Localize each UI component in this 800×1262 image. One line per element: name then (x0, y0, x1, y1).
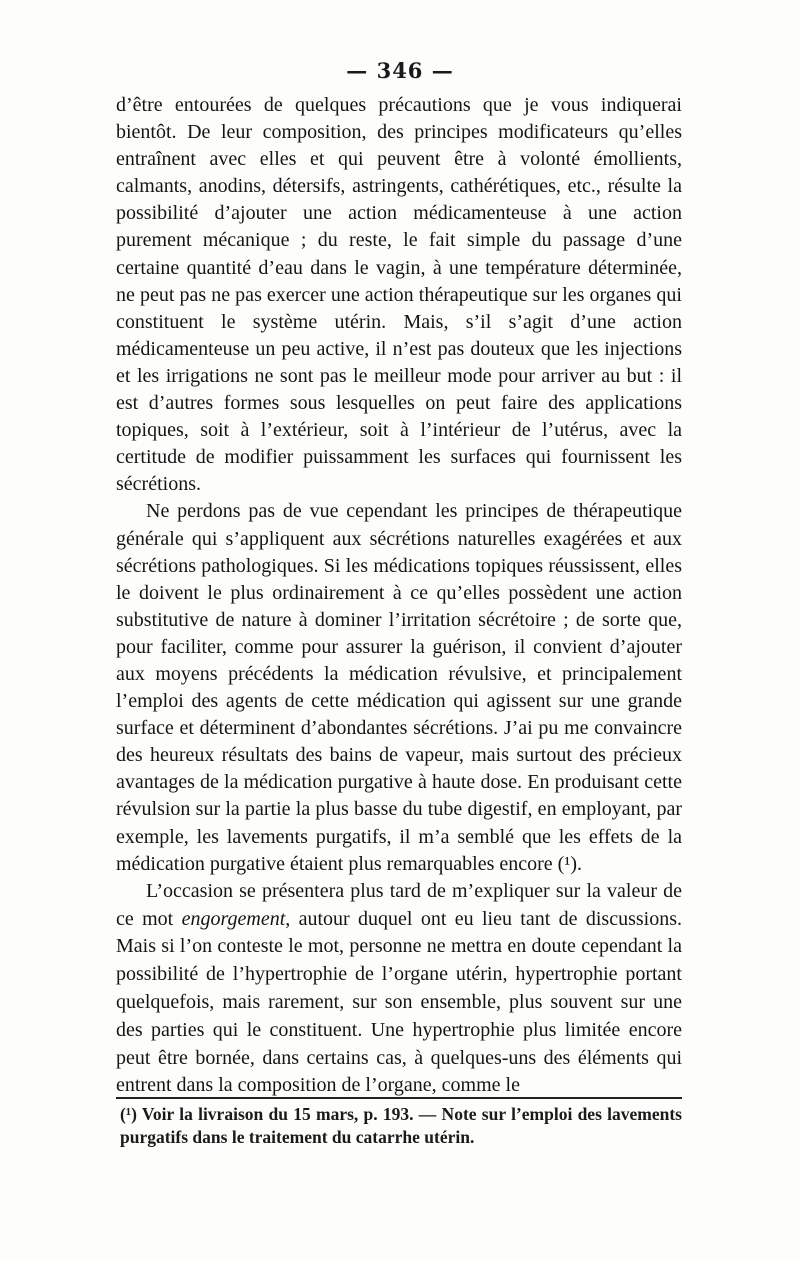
main-text (116, 92, 682, 1100)
paragraph-1: d’être entourées de quelques précautions que je vous indiquerai bientôt. De leur composition, des principes modificateurs qu’elles entraînent avec elles et qui peuvent être à volonté émollients, calmants, anodins, détersifs, astringents, cathérétiques, etc., résulte la possibilité d’ajouter une action médicamenteuse à une action purement mécanique ; du reste, le fait simple du passage d’une certaine quantité d’eau dans le vagin, à une température déterminée, ne peut pas ne pas exercer une action thérapeutique sur les organes qui constituent le système utérin. Mais, s’il s’agit d’une action médicamenteuse un peu active, il n’est pas douteux que les injections et les irrigations ne sont pas le meilleur mode pour arriver au but : il est d’autres formes sous lesquelles on peut faire des applications topiques, soit à l’extérieur, soit à l’intérieur de l’utérus, avec la certitude de modifier puissamment les surfaces qui fournissent les sécrétions. (116, 94, 682, 496)
page-number-header: — 346 — (346, 58, 454, 83)
footnote-divider (116, 1097, 682, 1099)
paragraph-3-text-end: , autour duquel ont eu lieu tant de discussions. Mais si l’on conteste le mot, personne ne mettra en doute cependant la possibilité de l’hypertrophie de l’organe utérin, hypertrophie portant quelquefois, mais rarement, sur son ensemble, plus souvent sur une des parties qui le constituent. Une hypertrophie plus limitée encore peut être bornée, dans certains cas, à quelques-uns des éléments qui entrent dans la composition de l’organe, comme le (116, 907, 682, 1097)
paragraph-3 (116, 878, 682, 1100)
paragraph-2: Ne perdons pas de vue cependant les principes de thérapeutique générale qui s’appliquent aux sécrétions naturelles exagérées et aux sécrétions pathologiques. Si les médications topiques réussissent, elles le doivent le plus ordinairement à ce qu’elles possèdent une action substitutive de nature à dominer l’irritation sécrétoire ; de sorte que, pour faciliter, comme pour assurer la guérison, il convient d’ajouter aux moyens précédents la médication révulsive, et principalement l’emploi des agents de cette médication qui agissent sur une grande surface et déterminent d’abondantes sécrétions. J’ai pu me convaincre des heureux résultats des bains de vapeur, mais surtout des précieux avantages de la médication purgative à haute dose. En produisant cette révulsion sur la partie la plus basse du tube digestif, en employant, par exemple, les lavements purgatifs, il m’a semblé que les effets de la médication purgative étaient plus remarquables encore (¹). (116, 500, 682, 875)
italic-term-engorgement: engorgement (181, 907, 286, 930)
footnote: (¹) Voir la livraison du 15 mars, p. 193. — Note sur l’emploi des lavements purgatifs dans le traitement du catarrhe utérin. (120, 1104, 682, 1147)
paragraph-3-text-start: L’occasion se présentera plus tard de m’expliquer sur la valeur de ce mot (116, 879, 682, 930)
